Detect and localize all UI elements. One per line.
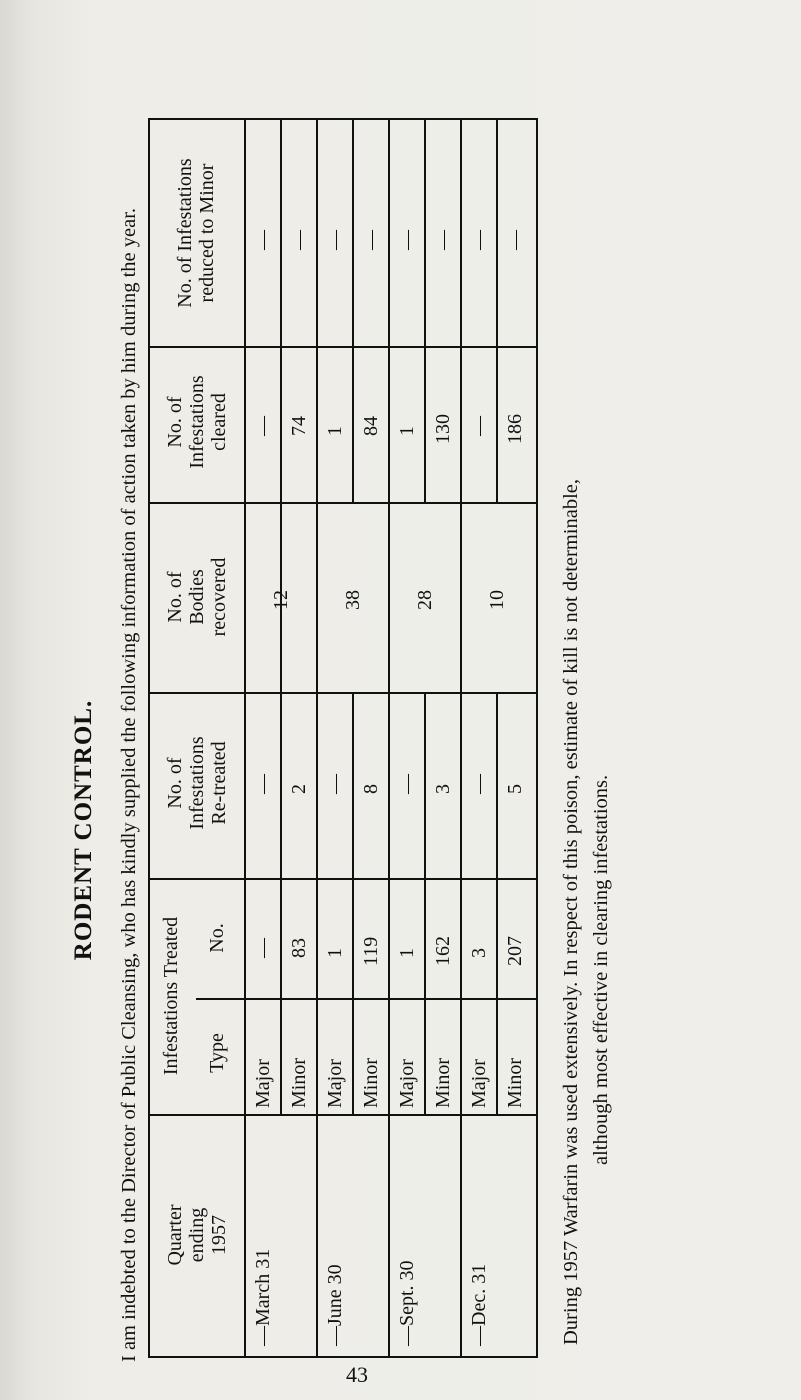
bodies-cell: 12	[270, 590, 292, 610]
no-cell: 1	[396, 948, 418, 958]
row-divider	[424, 878, 426, 1114]
type-cell: Major	[468, 1059, 490, 1108]
col-divider	[148, 1114, 538, 1116]
retreated-cell: 8	[360, 784, 382, 794]
type-cell: Minor	[432, 1058, 454, 1108]
retreated-cell: 2	[288, 784, 310, 794]
rodent-control-table	[148, 118, 538, 1358]
cleared-cell: —	[252, 416, 274, 436]
retreated-cell: 5	[504, 784, 526, 794]
quarter-label: —Sept. 30	[396, 1260, 418, 1346]
footnote-line-1: During 1957 Warfarin was used extensively. In respect of this poison, estimate of kill is not determinable,	[560, 479, 582, 1345]
retreated-cell: —	[324, 774, 346, 794]
header-quarter: Quarter ending 1957	[164, 1204, 230, 1266]
no-cell: 207	[504, 936, 526, 966]
header-divider	[244, 118, 246, 1358]
type-cell: Major	[324, 1059, 346, 1108]
quarter-label: —June 30	[324, 1264, 346, 1346]
row-divider	[352, 692, 354, 878]
row-divider	[424, 692, 426, 878]
row-divider	[280, 346, 282, 502]
row-divider	[496, 692, 498, 878]
reduced-cell: —	[252, 230, 274, 250]
quarter-label: —Dec. 31	[468, 1263, 490, 1346]
header-retreated: No. of Infestations Re-treated	[164, 736, 230, 830]
reduced-cell: —	[360, 230, 382, 250]
header-type: Type	[206, 1033, 228, 1073]
cleared-cell: 186	[504, 414, 526, 444]
row-divider	[388, 118, 390, 1358]
row-divider	[496, 346, 498, 502]
type-cell: Minor	[288, 1058, 310, 1108]
reduced-cell: —	[468, 230, 490, 250]
row-divider	[280, 878, 282, 1114]
no-cell: 162	[432, 936, 454, 966]
row-divider	[352, 346, 354, 502]
table-border-bottom	[536, 118, 538, 1358]
cleared-cell: —	[468, 416, 490, 436]
row-divider	[424, 346, 426, 502]
intro-paragraph: I am indebted to the Director of Public Cleansing, who has kindly supplied the following information of action taken by him during the year.	[118, 207, 140, 1362]
col-divider	[148, 502, 538, 504]
row-divider	[424, 118, 426, 346]
reduced-cell: —	[504, 230, 526, 250]
reduced-cell: —	[288, 230, 310, 250]
page-number: 43	[346, 1362, 368, 1387]
type-cell: Minor	[360, 1058, 382, 1108]
row-divider	[496, 878, 498, 1114]
footnote-line-2: although most effective in clearing infestations.	[590, 774, 612, 1165]
table-border-right	[148, 118, 538, 120]
bodies-cell: 38	[342, 590, 364, 610]
reduced-cell: —	[324, 230, 346, 250]
row-divider	[316, 118, 318, 1358]
row-divider	[280, 118, 282, 346]
reduced-cell: —	[396, 230, 418, 250]
cleared-cell: 130	[432, 414, 454, 444]
no-cell: 119	[360, 936, 382, 966]
cleared-cell: 84	[360, 416, 382, 436]
page-title: RODENT CONTROL.	[70, 699, 97, 961]
cleared-cell: 1	[324, 426, 346, 436]
table-border-left	[148, 1356, 538, 1358]
type-cell: Major	[252, 1059, 274, 1108]
header-bodies: No. of Bodies recovered	[164, 557, 230, 637]
retreated-cell: —	[396, 774, 418, 794]
cleared-cell: 74	[288, 416, 310, 436]
col-divider	[196, 998, 538, 1000]
header-reduced: No. of Infestations reduced to Minor	[174, 158, 218, 308]
quarter-label: —March 31	[252, 1248, 274, 1346]
retreated-cell: 3	[432, 784, 454, 794]
col-divider	[148, 692, 538, 694]
retreated-cell: —	[468, 774, 490, 794]
cleared-cell: 1	[396, 426, 418, 436]
row-divider	[496, 118, 498, 346]
header-infestations-treated: Infestations Treated	[160, 916, 182, 1076]
row-divider	[352, 118, 354, 346]
row-divider	[352, 878, 354, 1114]
reduced-cell: —	[432, 230, 454, 250]
col-divider	[148, 346, 538, 348]
row-divider	[460, 118, 462, 1358]
type-cell: Major	[396, 1059, 418, 1108]
no-cell: 3	[468, 948, 490, 958]
type-cell: Minor	[504, 1058, 526, 1108]
no-cell: 1	[324, 948, 346, 958]
retreated-cell: —	[252, 774, 274, 794]
bodies-cell: 10	[486, 590, 508, 610]
bodies-cell: 28	[414, 590, 436, 610]
header-cleared: No. of Infestations cleared	[164, 375, 230, 469]
no-cell: 83	[288, 938, 310, 958]
no-cell: —	[252, 938, 274, 958]
header-no: No.	[206, 923, 228, 953]
row-divider	[280, 692, 282, 878]
col-divider	[148, 878, 538, 880]
table-border-top	[148, 118, 150, 1358]
